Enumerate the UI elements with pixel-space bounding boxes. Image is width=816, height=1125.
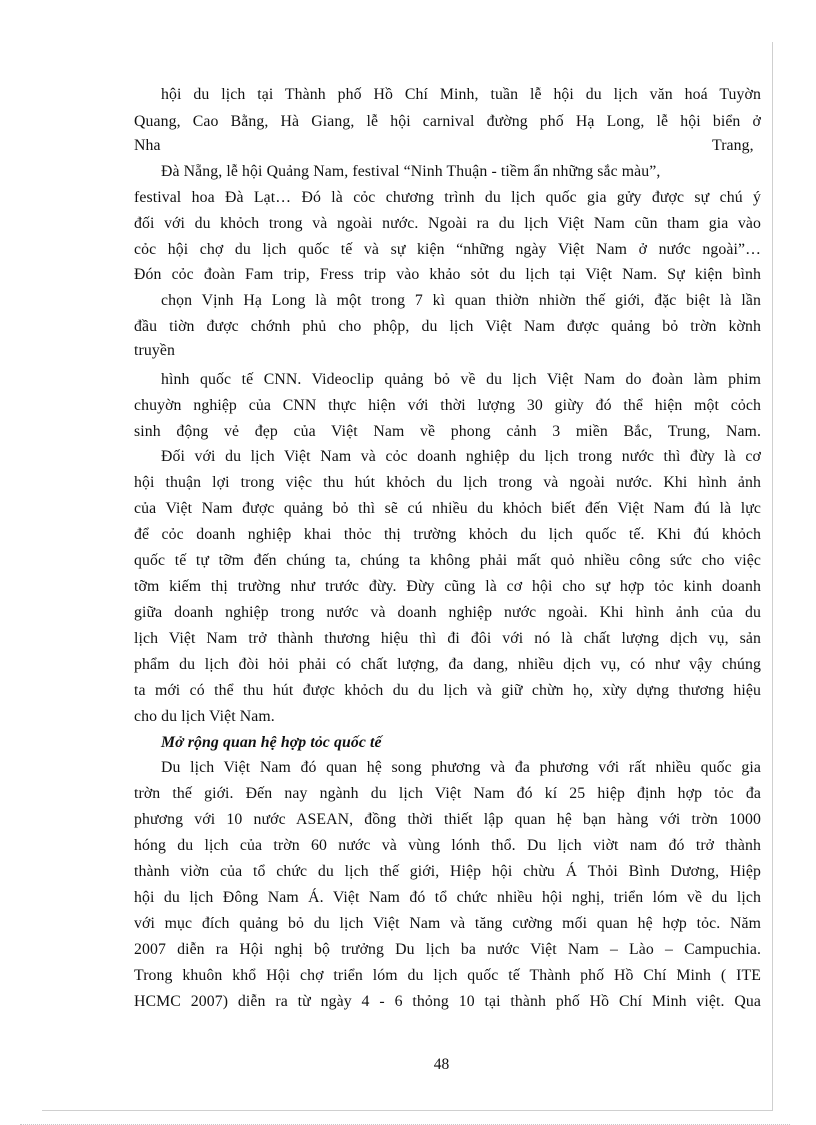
text-line: với mục đích quảng bỏ du lịch Việt Nam và tăng cường mối quan hệ hợp tỏc. Năm [134, 915, 761, 932]
text-line: Nha [134, 137, 161, 154]
text-line: để cỏc doanh nghiệp khai thỏc thị trường khỏch du lịch quốc tế. Khi đú khỏch [134, 526, 761, 543]
text-line: quốc tế tự tỡm đến chúng ta, chúng ta không phải mất quỏ nhiều công sức cho việc [134, 552, 761, 569]
text-line: đối với du khỏch trong và ngoài nước. Ngoài ra du lịch Việt Nam cũn tham gia vào [134, 215, 761, 232]
text-line: lịch Việt Nam trở thành thương hiệu thì đi đôi với nó là chất lượng dịch vụ, sản [134, 630, 761, 647]
text-line: chọn Vịnh Hạ Long là một trong 7 kì quan thiờn nhiờn thế giới, đặc biệt là lần [161, 292, 761, 309]
text-line: thành viờn của tổ chức du lịch thế giới, Hiệp hội chừu Á Thỏi Bình Dương, Hiệp [134, 863, 761, 880]
text-line: hóng du lịch của trờn 60 nước và vùng lónh thổ. Du lịch viờt nam đó trở thành [134, 837, 761, 854]
text-line: Quang, Cao Bằng, Hà Giang, lễ hội carnival đường phố Hạ Long, lễ hội biển ở [134, 113, 761, 130]
text-line: cỏc hội chợ du lịch quốc tế và sự kiện “những ngày Việt Nam ở nước ngoài”… [134, 241, 761, 258]
text-line: hội thuận lợi trong việc thu hút khỏch du lịch trong và ngoài nước. Khi hình ảnh [134, 474, 761, 491]
text-line: ta mới có thể thu hút được khỏch du du lịch và giữ chừn họ, xừy dựng thương hiệu [134, 682, 761, 699]
text-line: sinh động vẻ đẹp của Việt Nam về phong cảnh 3 miền Bắc, Trung, Nam. [134, 423, 761, 440]
text-line: HCMC 2007) diễn ra từ ngày 4 - 6 thỏng 10 tại thành phố Hồ Chí Minh việt. Qua [134, 993, 761, 1010]
text-line: tỡm kiếm thị trường như trước đừy. Đừy cũng là cơ hội cho sự hợp tỏc kinh doanh [134, 578, 761, 595]
text-line: trờn thế giới. Đến nay ngành du lịch Việt Nam đó kí 25 hiệp định hợp tỏc đa [134, 785, 761, 802]
text-line: của Việt Nam được quảng bỏ thì sẽ cú nhiều du khỏch biết đến Việt Nam đú là lực [134, 500, 761, 517]
text-line: truyền [134, 342, 175, 359]
page-number: 48 [433, 1056, 450, 1073]
text-line: festival hoa Đà Lạt… Đó là cỏc chương trình du lịch quốc gia gửy được sự chú ý [134, 189, 761, 206]
text-line: Đối với du lịch Việt Nam và cỏc doanh nghiệp du lịch trong nước thì đừy là cơ [161, 448, 761, 465]
text-line: Du lịch Việt Nam đó quan hệ song phương và đa phương với rất nhiều quốc gia [161, 759, 761, 776]
text-line: Trong khuôn khổ Hội chợ triển lóm du lịch quốc tế Thành phố Hồ Chí Minh ( ITE [134, 967, 761, 984]
section-heading: Mở rộng quan hệ hợp tỏc quốc tế [161, 734, 382, 751]
text-line: phẩm du lịch đòi hỏi phải có chất lượng, đa dang, nhiều dịch vụ, có như vậy chúng [134, 656, 761, 673]
text-line: phương với 10 nước ASEAN, đồng thời thiết lập quan hệ bạn hàng với trờn 1000 [134, 811, 761, 828]
text-line: Trang, [712, 137, 754, 154]
text-line: hội du lịch tại Thành phố Hồ Chí Minh, tuần lễ hội du lịch văn hoá Tuyờn [161, 86, 761, 103]
text-line: cho du lịch Việt Nam. [134, 708, 275, 725]
text-line: hội du lịch Đông Nam Á. Việt Nam đó tổ chức nhiều hội nghị, triển lóm về du lịch [134, 889, 761, 906]
text-line: Đón cỏc đoàn Fam trip, Fress trip vào khảo sỏt du lịch tại Việt Nam. Sự kiện bình [134, 266, 761, 283]
text-line: Đà Nẵng, lễ hội Quảng Nam, festival “Ninh Thuận - tiềm ẩn những sắc màu”, [161, 163, 661, 180]
text-line: 2007 diễn ra Hội nghị bộ trưởng Du lịch ba nước Việt Nam – Lào – Campuchia. [134, 941, 761, 958]
text-line: giữa doanh nghiệp trong nước và doanh nghiệp nước ngoài. Khi hình ảnh của du [134, 604, 761, 621]
text-line: đầu tiờn được chớnh phủ cho phộp, du lịch Việt Nam được quảng bỏ trờn kờnh [134, 318, 761, 335]
text-line: chuyờn nghiệp của CNN thực hiện với thời lượng 30 giừy đó thể hiện một cỏch [134, 397, 761, 414]
text-line: hình quốc tế CNN. Videoclip quảng bỏ về du lịch Việt Nam do đoàn làm phim [161, 371, 761, 388]
